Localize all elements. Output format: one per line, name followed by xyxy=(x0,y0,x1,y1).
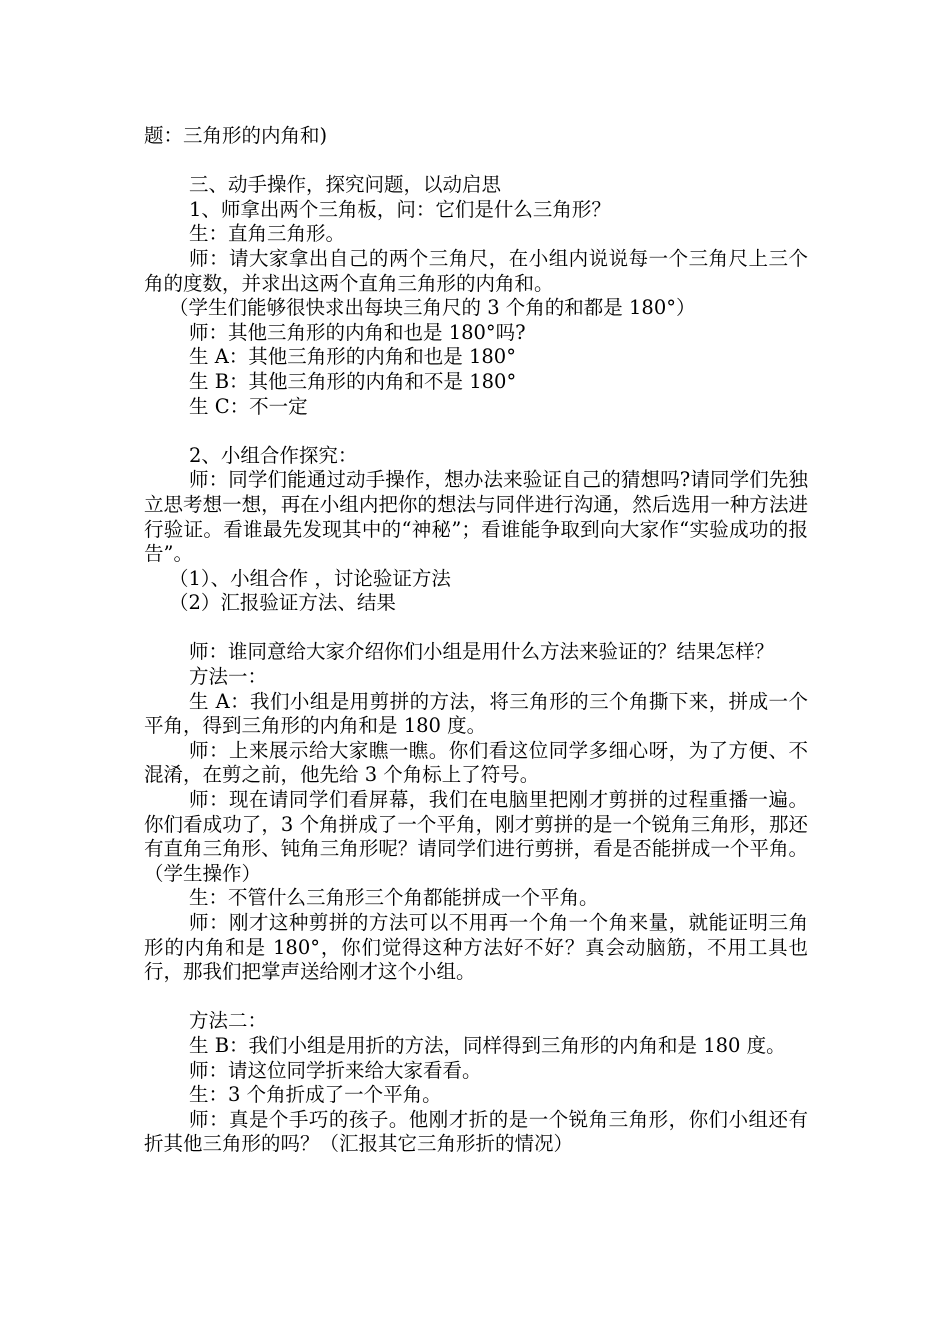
blank-line xyxy=(144,419,808,444)
paragraph: 方法二： xyxy=(189,1009,268,1033)
paragraph: 师：现在请同学们看屏幕，我们在电脑里把刚才剪拼的过程重播一遍。你们看成功了，3 个角拼成了一个平角，刚才剪拼的是一个锐角三角形，那还有直角三角形、钝角三角形呢？请同学们进行剪拼，看是否能拼成一个平角。（学生操作） xyxy=(144,788,808,885)
paragraph: 方法一： xyxy=(189,665,268,689)
paragraph: （学生们能够很快求出每块三角尺的 3 个角的和都是 180°） xyxy=(169,296,696,320)
paragraph: 生 B：我们小组是用折的方法，同样得到三角形的内角和是 180 度。 xyxy=(189,1033,786,1057)
paragraph: 师：谁同意给大家介绍你们小组是用什么方法来验证的？结果怎样？ xyxy=(189,640,775,664)
paragraph: （2）汇报验证方法、结果 xyxy=(169,591,396,615)
paragraph: 师：其他三角形的内角和也是 180°吗? xyxy=(189,320,526,344)
paragraph: 1、师拿出两个三角板，问：它们是什么三角形？ xyxy=(189,197,611,221)
paragraph: 师：真是个手巧的孩子。他刚才折的是一个锐角三角形，你们小组还有折其他三角形的吗？（汇报其它三角形折的情况） xyxy=(144,1107,808,1156)
paragraph: 生：不管什么三角形三个角都能拼成一个平角。 xyxy=(189,886,599,910)
paragraph: 师：上来展示给大家瞧一瞧。你们看这位同学多细心呀，为了方便、不混淆，在剪之前，他先给 3 个角标上了符号。 xyxy=(144,738,808,787)
blank-line xyxy=(144,149,808,174)
section-heading: 三、动手操作，探究问题，以动启思 xyxy=(189,173,502,197)
paragraph: 师：请这位同学折来给大家看看。 xyxy=(189,1058,482,1082)
blank-line xyxy=(144,616,808,641)
paragraph: 师：请大家拿出自己的两个三角尺，在小组内说说每一个三角尺上三个角的度数，并求出这两个直角三角形的内角和。 xyxy=(144,246,808,295)
paragraph: 师：同学们能通过动手操作，想办法来验证自己的猜想吗?请同学们先独立思考想一想，再在小组内把你的想法与同伴进行沟通，然后选用一种方法进行验证。看谁最先发现其中的“神秘”；看谁能争取到向大家作“实验成功的报告”。 xyxy=(144,468,808,566)
paragraph: 生：3 个角折成了一个平角。 xyxy=(189,1083,442,1107)
paragraph: 生：直角三角形。 xyxy=(189,222,346,246)
blank-line xyxy=(144,985,808,1010)
paragraph: 题：三角形的内角和) xyxy=(144,124,328,147)
paragraph: 生 A：其他三角形的内角和也是 180° xyxy=(189,345,516,369)
paragraph: （1）、小组合作 ，讨论验证方法 xyxy=(169,566,451,590)
paragraph: 师：刚才这种剪拼的方法可以不用再一个角一个角来量，就能证明三角形的内角和是 180°，你们觉得这种方法好不好？真会动脑筋，不用工具也行，那我们把掌声送给刚才这个小组。 xyxy=(144,911,808,984)
document-body xyxy=(144,124,808,1157)
section-heading: 2、小组合作探究： xyxy=(189,443,358,467)
paragraph: 生 B：其他三角形的内角和不是 180° xyxy=(189,369,517,393)
paragraph: 生 A：我们小组是用剪拼的方法，将三角形的三个角撕下来，拼成一个平角，得到三角形的内角和是 180 度。 xyxy=(144,689,808,738)
paragraph: 生 C：不一定 xyxy=(189,394,308,418)
